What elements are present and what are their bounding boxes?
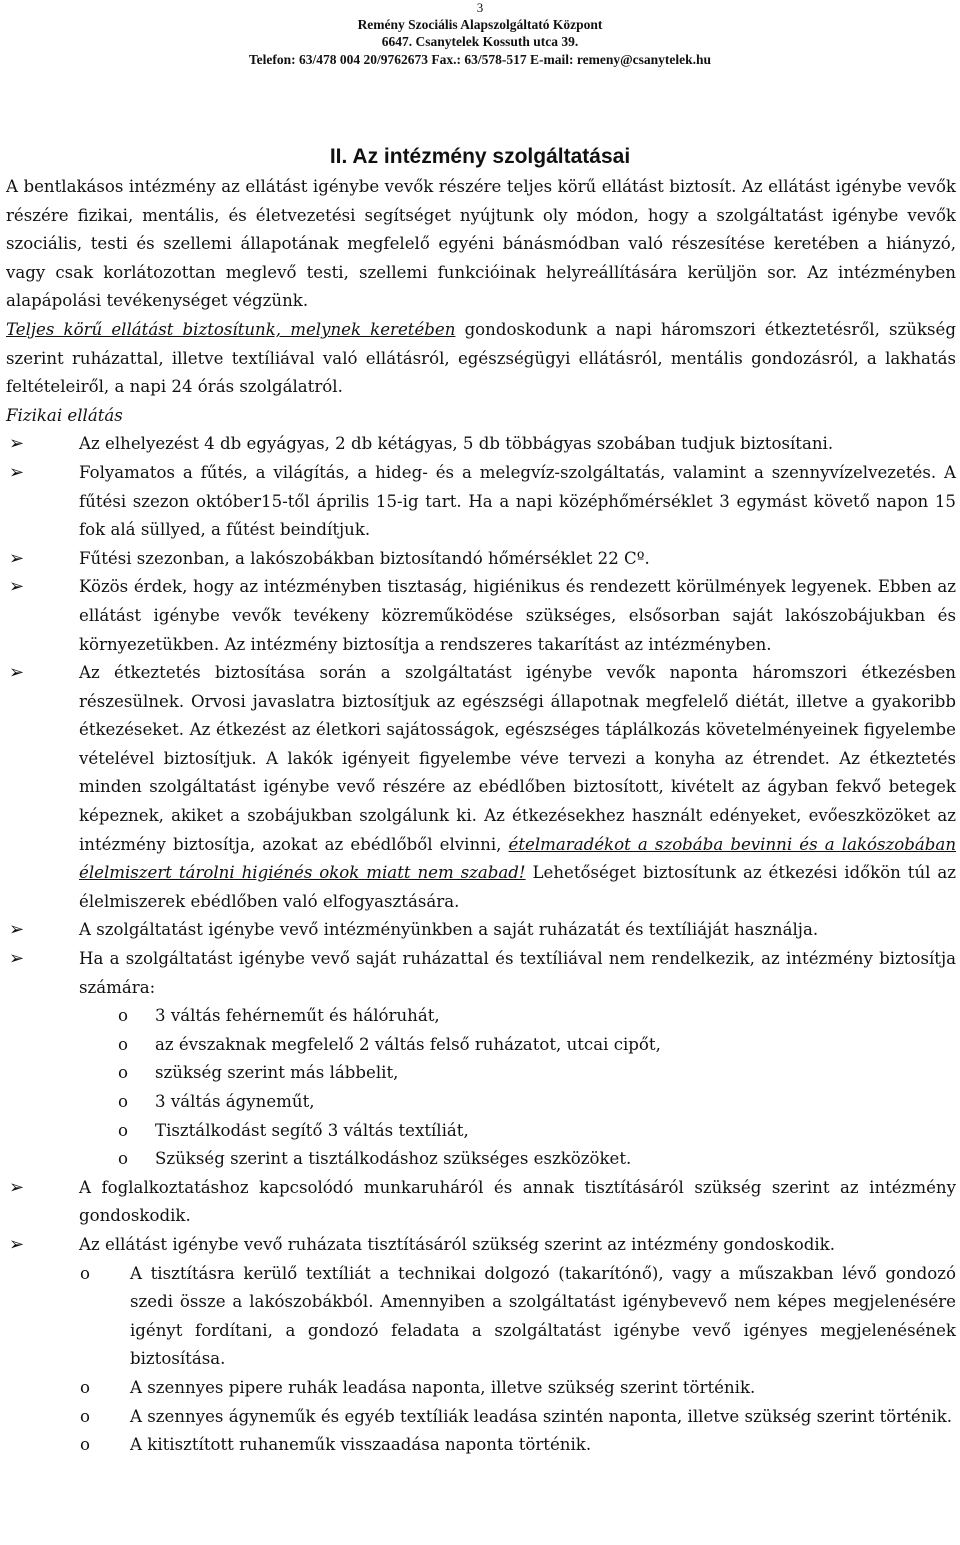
clothing-sublist: [6, 1002, 956, 1174]
sub-list-item: o Szükség szerint a tisztálkodáshoz szükséges eszközöket.: [6, 1145, 956, 1174]
sub-list-item: o A szennyes pipere ruhák leadása naponta, illetve szükség szerint történik.: [6, 1374, 956, 1403]
circle-bullet-icon: o: [118, 1063, 128, 1083]
physical-care-list: [6, 430, 956, 1002]
sub-list-item: o A tisztításra kerülő textíliát a technikai dolgozó (takarítónő), vagy a műszakban lévő gondozó szedi össze a lakószobákból. Amennyiben a szolgáltatást igénybevevő nem képes megjelenésére igényt fordítani, a gondozó feladata a szolgáltatást igénybe vevő igényes megjelenésének biztosítása.: [6, 1260, 956, 1374]
sub-list-item: o Tisztálkodást segítő 3 váltás textíliát,: [6, 1117, 956, 1146]
sub-list-item: o A szennyes ágyneműk és egyéb textíliák leadása szintén naponta, illetve szükség szerint történik.: [6, 1403, 956, 1432]
arrow-bullet-icon: ➢: [9, 948, 25, 970]
meals-warning: ételmaradékot a szobába bevinni és a lakószobában élelmiszert tárolni higiénés okok miatt nem szabad!: [79, 834, 957, 883]
list-item: ➢ Fűtési szezonban, a lakószobákban biztosítandó hőmérséklet 22 Cº.: [6, 545, 956, 574]
circle-bullet-icon: o: [80, 1406, 90, 1426]
section-title: II. Az intézmény szolgáltatásai: [329, 145, 631, 168]
sub-list-item: o az évszaknak megfelelő 2 váltás felső ruházatot, utcai cipőt,: [6, 1031, 956, 1060]
physical-care-heading: Fizikai ellátás: [6, 405, 123, 425]
circle-bullet-icon: o: [80, 1435, 90, 1455]
circle-bullet-icon: o: [80, 1263, 90, 1283]
arrow-bullet-icon: ➢: [9, 662, 25, 684]
full-care-text: gondoskodunk a napi háromszori étkeztetésről, szükség szerint ruházattal, illetve textíliával való ellátásról, egészségügyi ellátásról, mentális gondozásról, a lakhatás feltételeiről, a napi 24 órás szolgálatról.: [6, 319, 956, 397]
arrow-bullet-icon: ➢: [9, 461, 25, 483]
arrow-bullet-icon: ➢: [9, 919, 25, 941]
circle-bullet-icon: o: [118, 1092, 128, 1111]
circle-bullet-icon: o: [118, 1149, 128, 1169]
full-care-paragraph: [6, 316, 956, 402]
final-list: [6, 1174, 956, 1260]
list-item: ➢ Az ellátást igénybe vevő ruházata tisztításáról szükség szerint az intézmény gondoskodik.: [6, 1231, 956, 1260]
list-item: ➢ Folyamatos a fűtés, a világítás, a hideg- és a melegvíz-szolgáltatás, valamint a szennyvízelvezetés. A fűtési szezon október15-től április 15-ig tart. Ha a napi középhőmérséklet 3 egymást követő napon 15 fok alá süllyed, a fűtést beindítjuk.: [6, 459, 956, 545]
intro-paragraph: A bentlakásos intézmény az ellátást igénybe vevők részére teljes körű ellátást biztosít. Az ellátást igénybe vevők részére fizikai, mentális, és életvezetési segítséget nyújtunk oly módon, hogy a szolgáltatást igénybe vevők szociális, testi és szellemi állapotának megfelelő egyéni bánásmódban való részesítése keretében a hiányzó, vagy csak korlátozottan meglevő testi, szellemi funkcióinak helyreállítására kerüljön sor. Az intézményben alapápolási tevékenységet végzünk.: [6, 177, 956, 311]
page-number: 3: [476, 0, 484, 15]
list-item: ➢ Ha a szolgáltatást igénybe vevő saját ruházattal és textíliával nem rendelkezik, az intézmény biztosítja számára:: [6, 945, 956, 1002]
circle-bullet-icon: o: [118, 1120, 128, 1140]
cleaning-sublist: [6, 1260, 956, 1460]
full-care-lead: Teljes körű ellátást biztosítunk, melynek keretében: [6, 319, 456, 339]
arrow-bullet-icon: ➢: [9, 576, 25, 598]
org-address: 6647. Csanytelek Kossuth utca 39.: [381, 34, 579, 49]
meals-item: ➢ Az étkeztetés biztosítása során a szolgáltatást igénybe vevők naponta háromszori étkezésben részesülnek. Orvosi javaslatra biztosítjuk az egészségi állapotnak megfelelő diétát, illetve a gyakoribb étkezéseket. Az étkezést az életkori sajátosságok, egészséges táplálkozás követelményeinek figyelembe vételével biztosítjuk. A lakók igényeit figyelembe véve tervezi a konyha az étrendet. Az étkeztetés minden szolgáltatást igénybe vevő részére az ebédlőben biztosított, kivételt az ágyban fekvő betegek képeznek, akiket a szobájukban szolgálunk ki. Az étkezésekhez használt edényeket, evőeszközöket az intézmény biztosítja, azokat az ebédlőből elvinni, ételmaradékot a szobába bevinni és a lakószobában élelmiszert tárolni higiénés okok miatt nem szabad! Lehetőséget biztosítunk az étkezési időkön túl az élelmiszerek ebédlőben való elfogyasztására.: [6, 659, 956, 916]
arrow-bullet-icon: ➢: [9, 547, 25, 569]
sub-list-item: o A kitisztított ruhaneműk visszaadása naponta történik.: [6, 1431, 956, 1460]
list-item: ➢ A szolgáltatást igénybe vevő intézményünkben a saját ruházatát és textíliáját használja.: [6, 916, 956, 945]
circle-bullet-icon: o: [80, 1377, 90, 1397]
list-item: ➢ Az elhelyezést 4 db egyágyas, 2 db kétágyas, 5 db többágyas szobában tudjuk biztosítani.: [6, 430, 956, 459]
circle-bullet-icon: o: [118, 1034, 128, 1054]
arrow-bullet-icon: ➢: [9, 1233, 25, 1255]
list-item: ➢ Közös érdek, hogy az intézményben tisztaság, higiénikus és rendezett körülmények legyenek. Ebben az ellátást igénybe vevők tevékeny közreműködése szükséges, elsősorban saját lakószobájukban és környezetükben. Az intézmény biztosítja a rendszeres takarítást az intézményben.: [6, 573, 956, 659]
org-name: Remény Szociális Alapszolgáltató Központ: [357, 17, 603, 32]
document-body: [6, 173, 956, 1460]
sub-list-item: o 3 váltás fehérneműt és hálóruhát,: [6, 1002, 956, 1031]
arrow-bullet-icon: ➢: [9, 433, 25, 455]
org-contact: Telefon: 63/478 004 20/9762673 Fax.: 63/578-517 E-mail: remeny@csanytelek.hu: [248, 52, 712, 67]
sub-list-item: o szükség szerint más lábbelit,: [6, 1059, 956, 1088]
circle-bullet-icon: o: [118, 1006, 128, 1026]
sub-list-item: o 3 váltás ágyneműt,: [6, 1088, 956, 1117]
list-item: ➢ A foglalkoztatáshoz kapcsolódó munkaruháról és annak tisztításáról szükség szerint az intézmény gondoskodik.: [6, 1174, 956, 1231]
arrow-bullet-icon: ➢: [9, 1176, 25, 1198]
